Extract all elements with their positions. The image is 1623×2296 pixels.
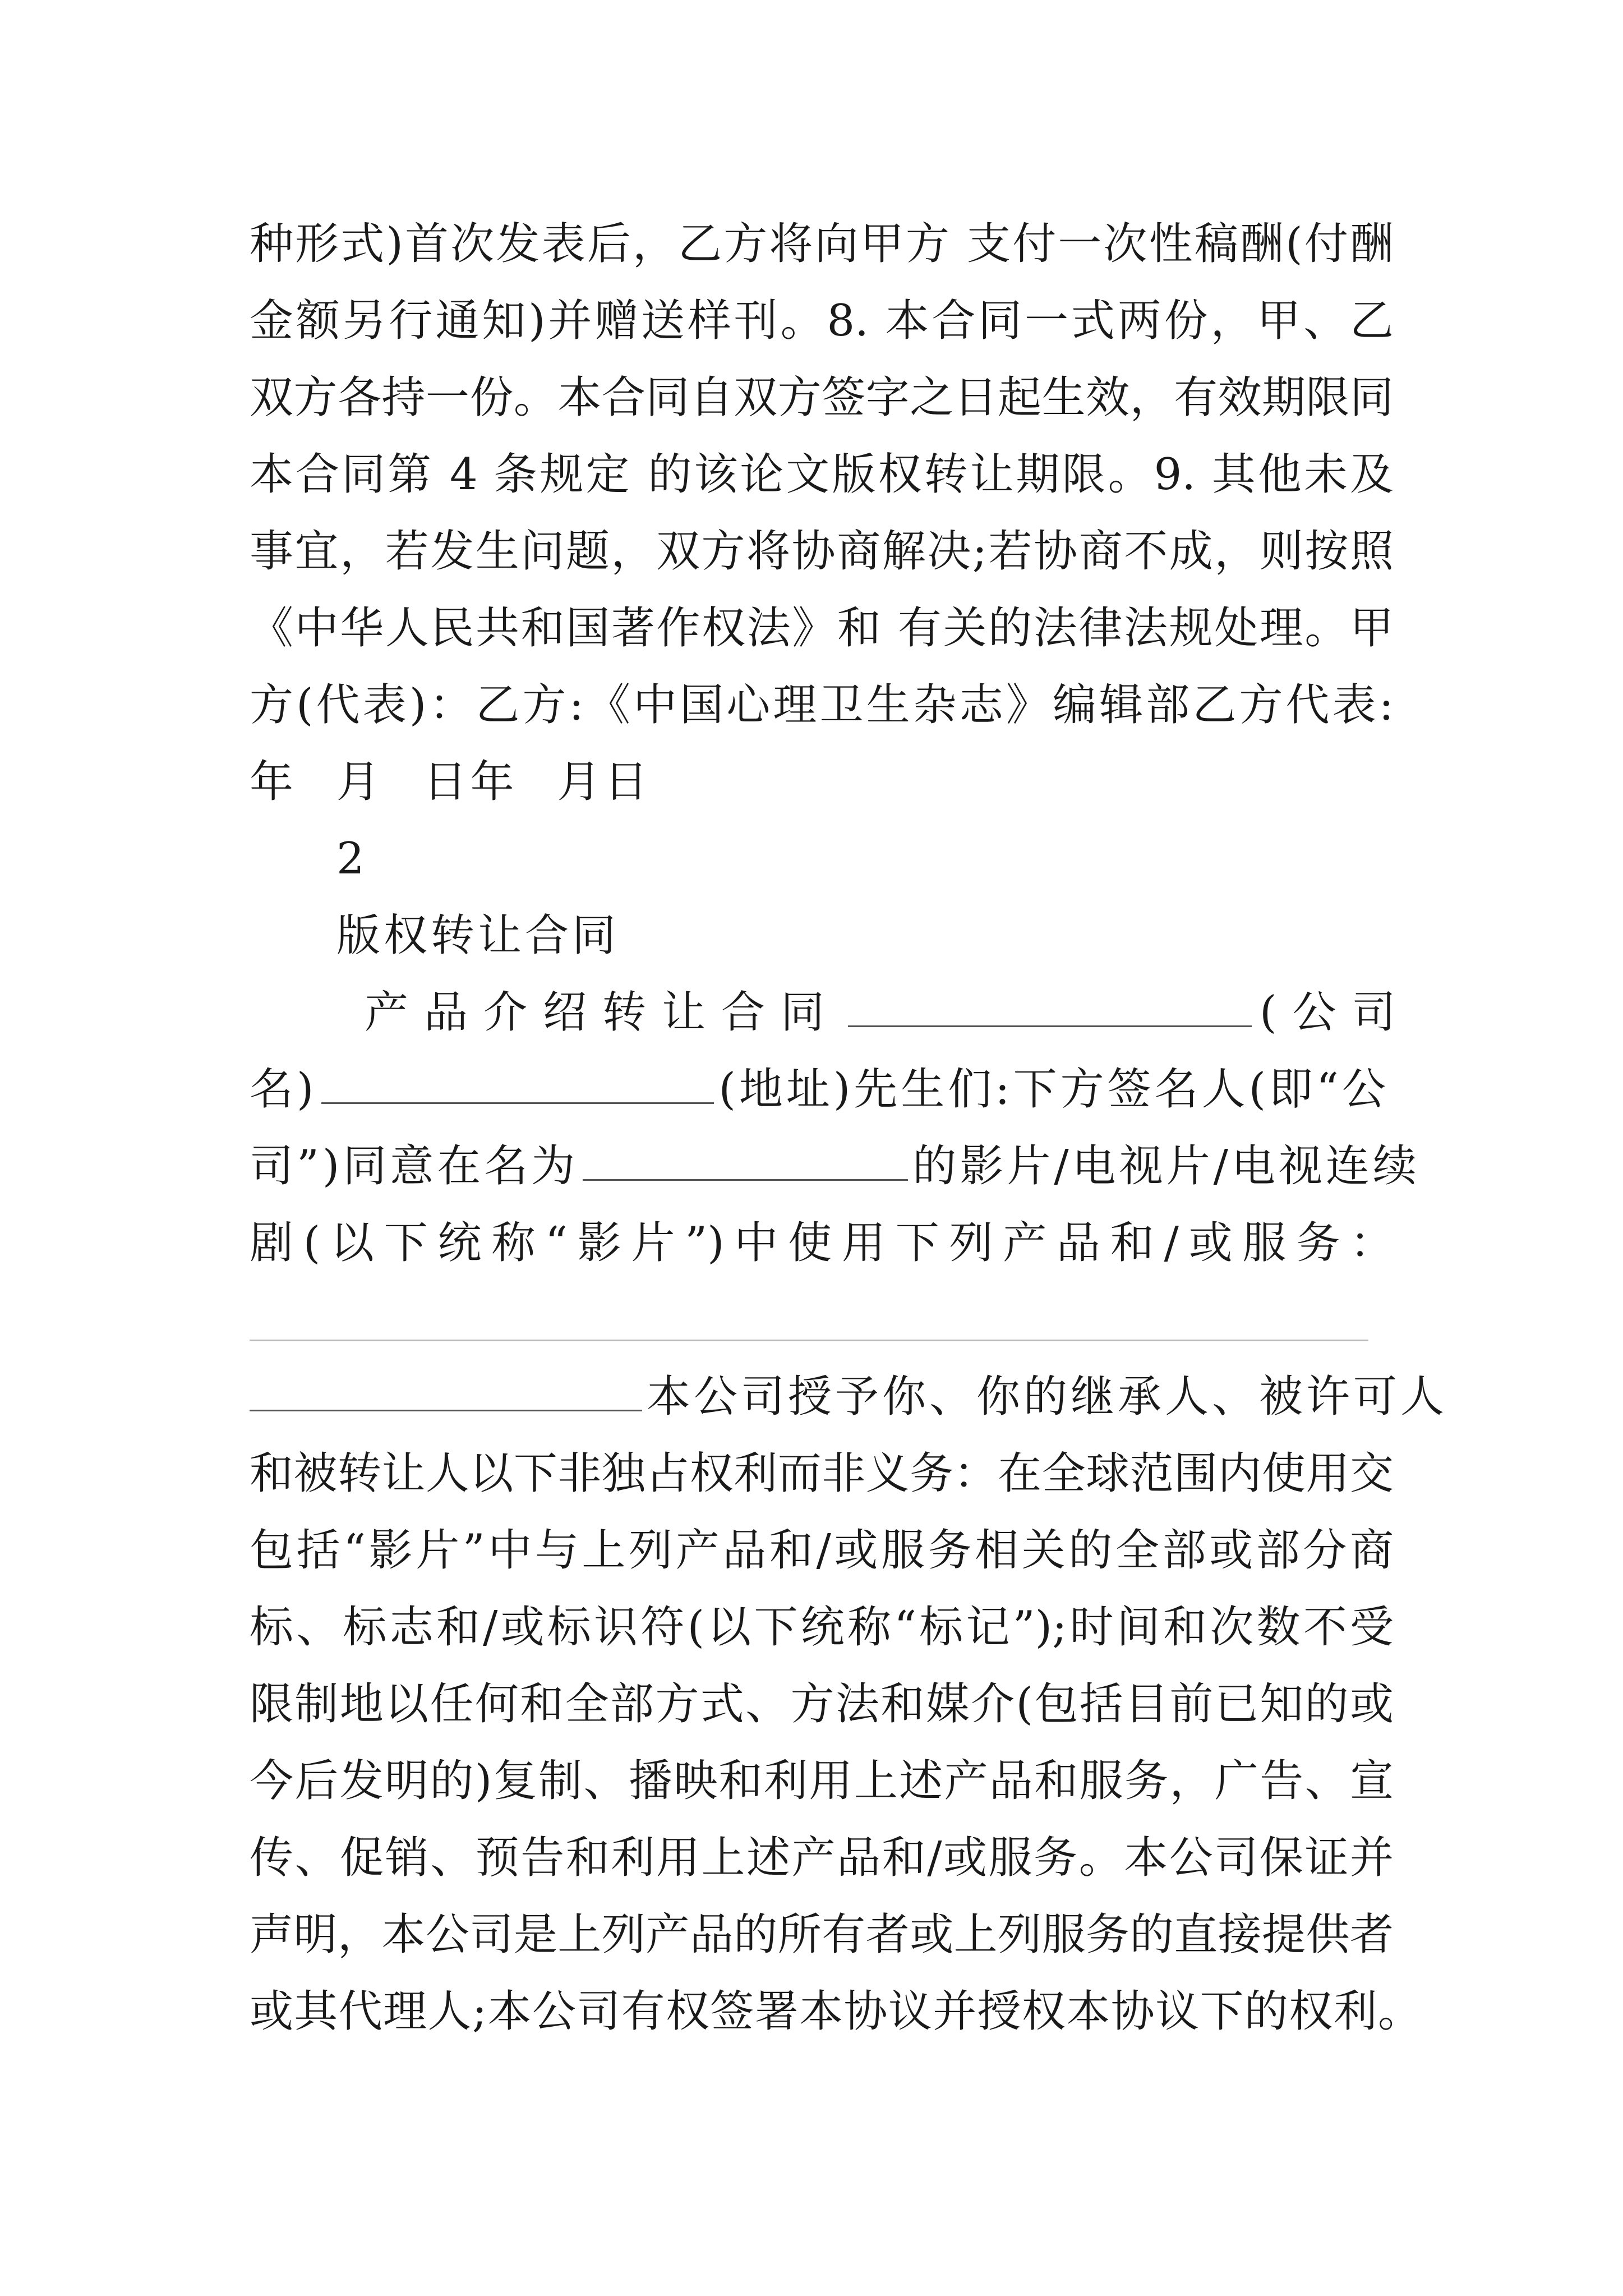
- text-line: 事宜，若发生问题，双方将协商解决;若协商不成，则按照: [250, 526, 1394, 577]
- text-line: 金额另行通知)并赠送样刊。8. 本合同一式两份，甲、乙: [250, 296, 1394, 346]
- company-label-start: (公司: [1260, 987, 1412, 1038]
- page-number: 2: [336, 834, 368, 884]
- blank-film-name[interactable]: [583, 1144, 908, 1181]
- film-name-label: 司”)同意在名为: [250, 1141, 579, 1191]
- company-label-end: 名): [250, 1064, 317, 1115]
- text-line: 标、标志和/或标识符(以下统称“标记”);时间和次数不受: [250, 1602, 1394, 1653]
- address-text: (地址)先生们:下方签名人(即“公: [718, 1064, 1389, 1115]
- contract-line-4: 剧(以下统称“影片”)中使用下列产品和/或服务：: [250, 1218, 1394, 1268]
- date-line: 年 月 日年 月日: [250, 757, 652, 807]
- contract-line-2: [250, 1061, 1394, 1117]
- contract-line-5: [250, 1369, 1448, 1425]
- contract-line-3: [250, 1138, 1420, 1194]
- text-line: 双方各持一份。本合同自双方签字之日起生效，有效期限同: [250, 372, 1394, 423]
- blank-products-continued[interactable]: [250, 1375, 642, 1411]
- text-line: 包括“影片”中与上列产品和/或服务相关的全部或部分商: [250, 1525, 1394, 1576]
- text-line: 和被转让人以下非独占权利而非义务：在全球范围内使用交: [250, 1448, 1394, 1499]
- text-line: 今后发明的)复制、播映和利用上述产品和服务，广告、宣: [250, 1756, 1394, 1806]
- contract-line-1: [365, 984, 1412, 1041]
- text-line: 声明，本公司是上列产品的所有者或上列服务的直接提供者: [250, 1910, 1394, 1960]
- text-line: 限制地以任何和全部方式、方法和媒介(包括目前已知的或: [250, 1679, 1394, 1729]
- text-line: 传、促销、预告和利用上述产品和/或服务。本公司保证并: [250, 1833, 1394, 1883]
- blank-company-name[interactable]: [848, 991, 1252, 1027]
- text-line: 本合同第 4 条规定 的该论文版权转让期限。9. 其他未及: [250, 449, 1394, 500]
- section-title: 版权转让合同: [336, 910, 620, 961]
- text-line: 《中华人民共和国著作权法》和 有关的法律法规处理。甲: [250, 603, 1394, 654]
- text-line: 种形式)首次发表后，乙方将向甲方 支付一次性稿酬(付酬: [250, 219, 1394, 269]
- text-line: 或其代理人;本公司有权签署本协议并授权本协议下的权利。: [250, 1986, 1422, 2037]
- blank-products-line[interactable]: [250, 1340, 1368, 1341]
- text-line: 方(代表)：乙方:《中国心理卫生杂志》编辑部乙方代表:: [250, 680, 1394, 730]
- grant-text: 本公司授予你、你的继承人、被许可人: [647, 1372, 1448, 1422]
- contract-title-text: 产品介绍转让合同: [365, 987, 841, 1038]
- blank-address[interactable]: [321, 1068, 714, 1104]
- film-type-text: 的影片/电视片/电视连续: [912, 1141, 1420, 1191]
